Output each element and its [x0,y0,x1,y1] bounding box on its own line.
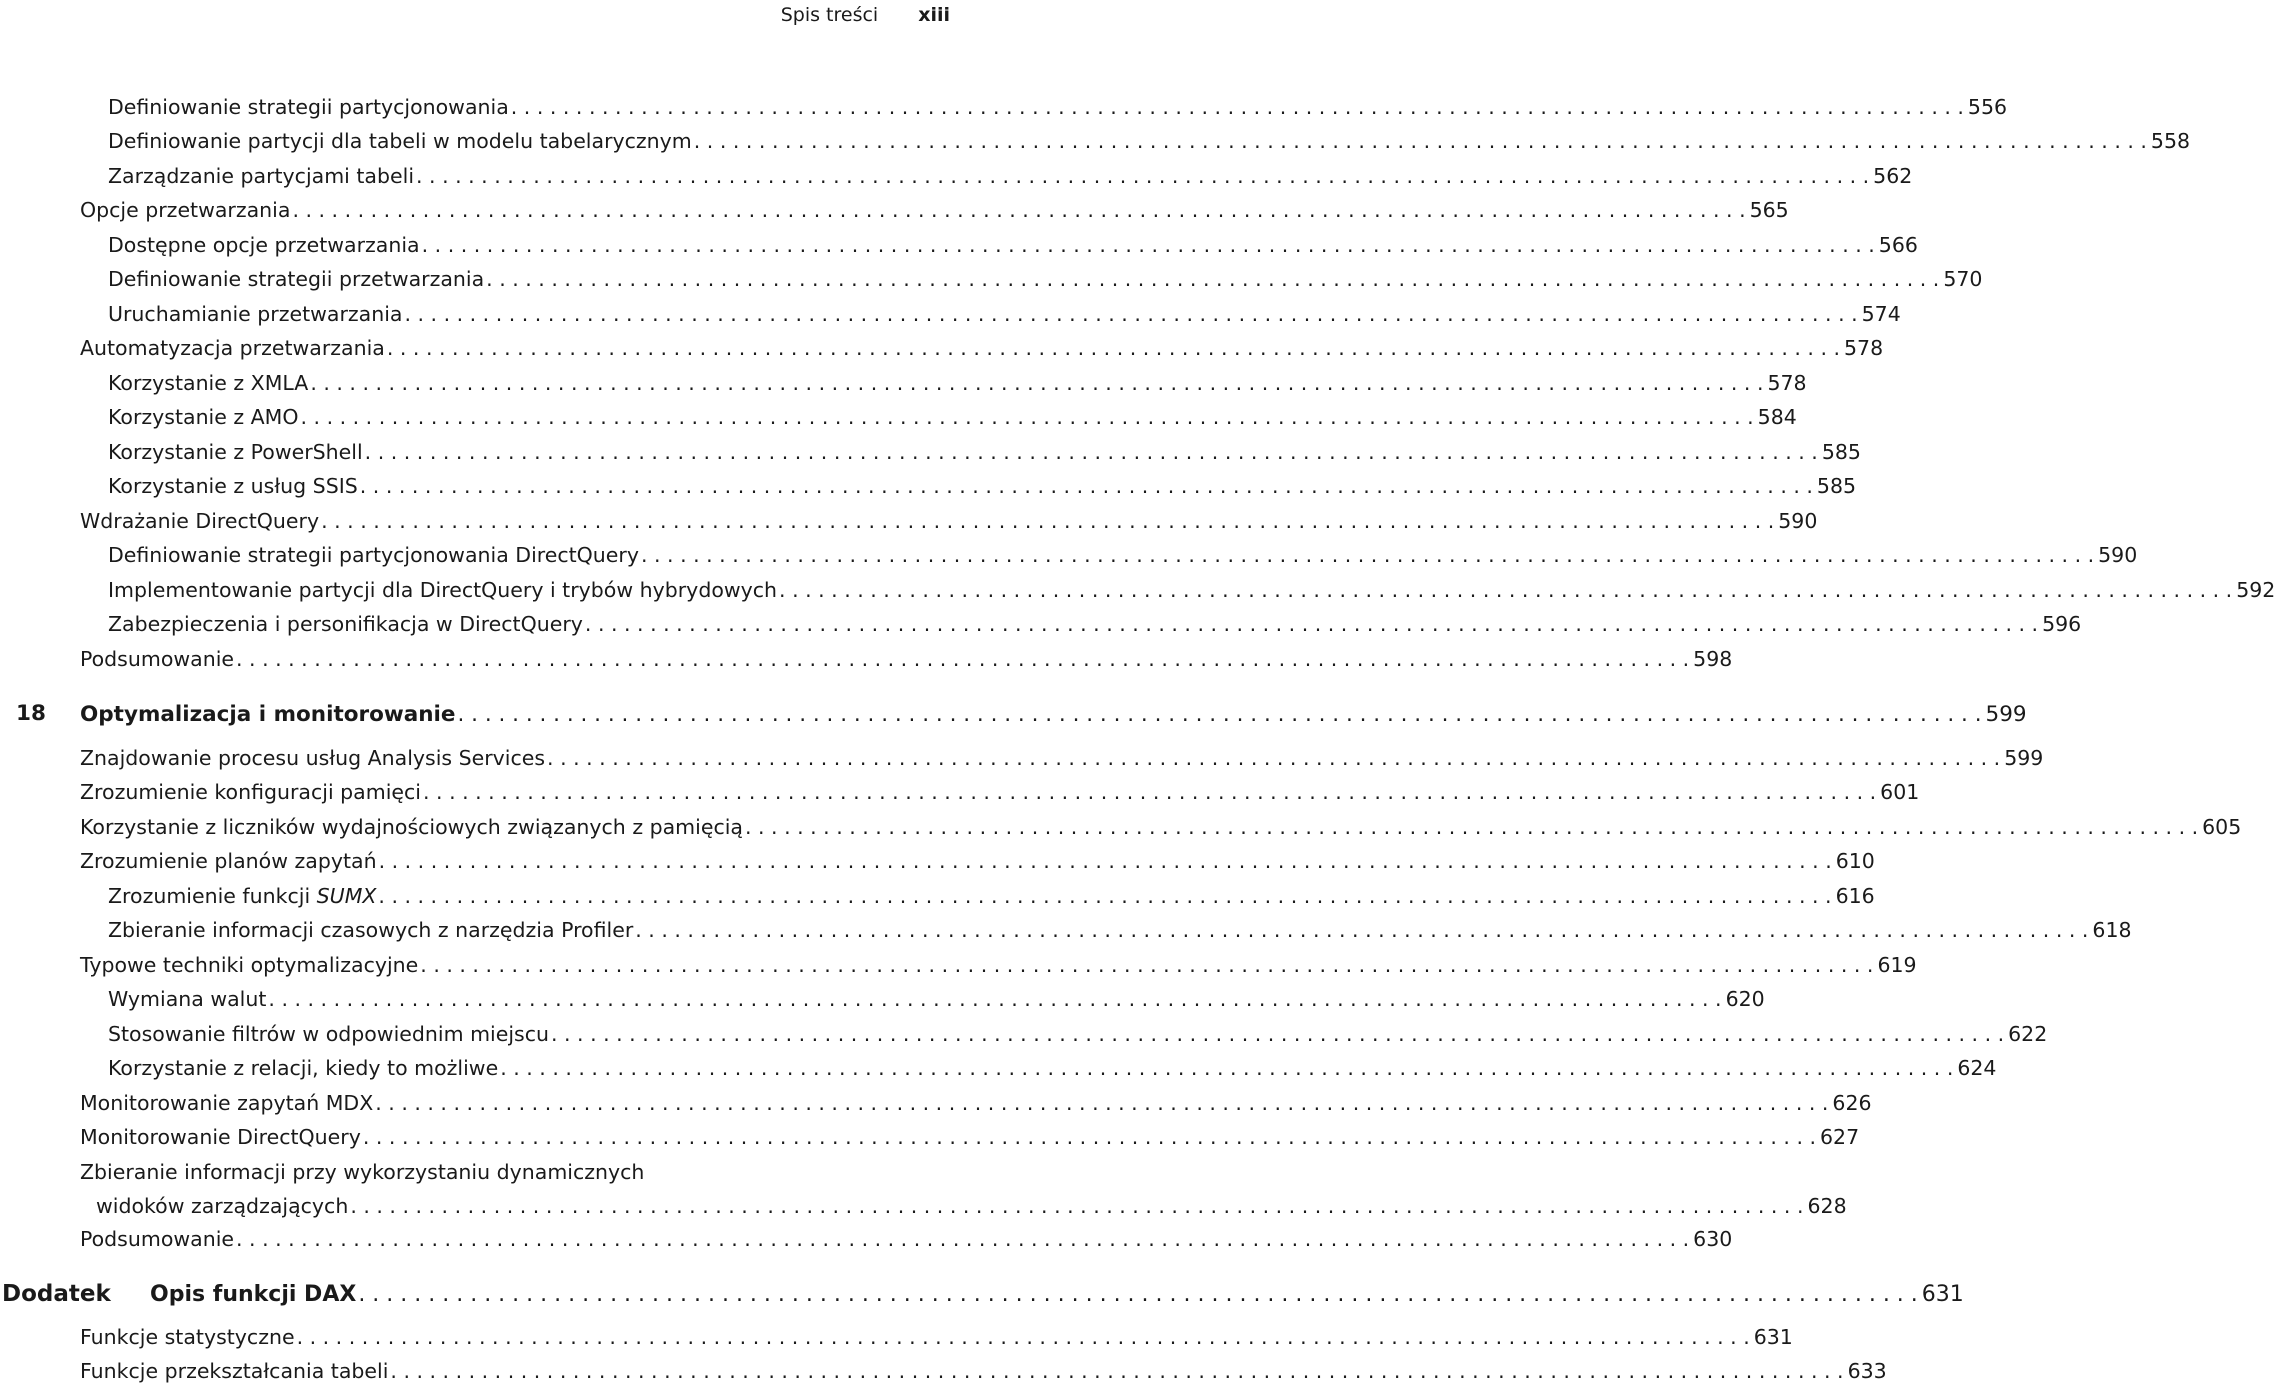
toc-entry-page: 628 [1807,1194,1847,1218]
dot-leader [292,197,1745,223]
chapter-heading[interactable] [80,702,2027,728]
toc-entry[interactable] [108,611,2082,637]
toc-entry-page: 630 [1693,1227,1733,1251]
toc-entry[interactable] [108,266,1983,292]
toc-entry-title: Zabezpieczenia i personifikacja w DirectQuery [108,612,583,636]
toc-entry-title: widoków zarządzających [96,1194,349,1218]
dot-leader [416,163,1869,189]
toc-entry-page: 592 [2236,578,2275,602]
toc-entry-title: Definiowanie strategii partycjonowania DirectQuery [108,543,639,567]
toc-entry-page: 574 [1861,302,1901,326]
toc-entry[interactable] [108,301,1901,327]
appendix-label: Dodatek [2,1281,111,1307]
toc-entry-title: Znajdowanie procesu usług Analysis Services [80,746,546,770]
dot-leader [236,646,1689,672]
toc-entry[interactable] [80,779,1920,805]
toc-entry-title: Funkcje przekształcania tabeli [80,1359,389,1383]
toc-entry-page: 556 [1967,95,2008,119]
toc-entry[interactable] [80,646,1733,672]
dot-leader [375,1090,1828,1116]
toc-entry-title: Korzystanie z usług SSIS [108,474,358,498]
toc-entry-title: Opcje przetwarzania [80,198,291,222]
dot-leader [500,1055,1953,1081]
toc-entry[interactable] [80,1226,1733,1252]
toc-entry-title: Stosowanie filtrów w odpowiednim miejscu [108,1022,549,1046]
dot-leader [420,952,1873,978]
toc-entry[interactable] [80,848,1875,874]
toc-entry-page: 562 [1873,164,1913,188]
toc-entry[interactable] [80,1324,1793,1350]
toc-entry[interactable] [80,335,1884,361]
dot-leader [585,611,2038,637]
toc-entry[interactable] [80,197,1789,223]
dot-leader [363,1124,1816,1150]
toc-entry-title: Wdrażanie DirectQuery [80,509,320,533]
toc-entry-title: Dostępne opcje przetwarzania [108,233,420,257]
toc-entry-page: 610 [1835,849,1875,873]
toc-entry-page: 590 [2098,543,2138,567]
toc-entry-page: 578 [1844,336,1884,360]
toc-entry-title: Implementowanie partycji dla DirectQuery i trybów hybrydowych [108,578,778,602]
toc-entry-page: 627 [1820,1125,1860,1149]
toc-entry-title: Zrozumienie konfiguracji pamięci [80,780,421,804]
toc-entry[interactable] [80,745,2044,771]
chapter-page: 599 [1985,702,2027,727]
dot-leader [236,1226,1689,1252]
toc-entry-page: 558 [2150,129,2191,153]
toc-entry[interactable] [108,917,2132,943]
dot-leader [268,986,1721,1012]
toc-entry-page: 624 [1957,1056,1997,1080]
toc-entry[interactable] [80,508,1818,534]
dot-leader [360,473,1813,499]
toc-entry-line2[interactable] [96,1193,1847,1219]
toc-entry[interactable] [80,1090,1872,1116]
toc-entry[interactable] [108,473,1857,499]
toc-entry[interactable] [108,163,1913,189]
dot-leader [387,335,1840,361]
dot-leader [404,301,1857,327]
toc-entry-title: Zbieranie informacji czasowych z narzędzia Profiler [108,918,634,942]
toc-entry-title: Korzystanie z liczników wydajnościowych związanych z pamięcią [80,815,743,839]
toc-entry-page: 619 [1877,953,1917,977]
toc-entry[interactable] [108,1055,1997,1081]
running-head [781,2,950,28]
toc-entry-page: 601 [1880,780,1920,804]
toc-entry-page: 598 [1693,647,1733,671]
toc-entry[interactable] [108,986,1765,1012]
toc-entry-page: 584 [1757,405,1797,429]
dot-leader [379,848,1832,874]
dot-leader [358,1282,1917,1308]
toc-entry-page: 631 [1753,1325,1793,1349]
toc-entry-page: 599 [2004,746,2044,770]
appendix-page: 631 [1921,1282,1964,1307]
chapter-number: 18 [16,701,46,726]
toc-entry-page: 618 [2092,918,2132,942]
toc-entry[interactable] [108,1021,2048,1047]
toc-entry-page: 596 [2042,612,2082,636]
dot-leader [422,232,1875,258]
toc-entry-page: 633 [1847,1359,1887,1383]
toc-entry-title: Typowe techniki optymalizacyjne [80,953,419,977]
toc-entry-title: Korzystanie z relacji, kiedy to możliwe [108,1056,499,1080]
toc-entry-page: 616 [1835,884,1875,908]
dot-leader [694,128,2147,154]
toc-entry-page: 570 [1943,267,1983,291]
toc-entry-title: Uruchamianie przetwarzania [108,302,403,326]
toc-entry-title [108,883,376,909]
dot-leader [547,745,2000,771]
dot-leader [458,702,1982,728]
dot-leader [511,94,1964,120]
toc-entry-title-prefix: Zrozumienie funkcji [108,884,317,908]
toc-entry[interactable] [80,1358,1887,1384]
toc-entry[interactable] [80,814,2242,840]
dot-leader [745,814,2198,840]
toc-entry-title: Automatyzacja przetwarzania [80,336,385,360]
dot-leader [365,439,1818,465]
toc-entry[interactable] [108,577,2275,603]
toc-entry-page: 590 [1778,509,1818,533]
toc-entry[interactable] [108,370,1807,396]
dot-leader [486,266,1939,292]
dot-leader [310,370,1763,396]
appendix-title: Opis funkcji DAX [150,1282,357,1307]
dot-leader [350,1193,1803,1219]
toc-entry-title: Podsumowanie [80,647,235,671]
dot-leader [635,917,2088,943]
dot-leader [378,883,1831,909]
dot-leader [390,1358,1843,1384]
toc-entry-line1[interactable] [80,1159,886,1185]
appendix-heading[interactable] [150,1282,1964,1308]
toc-entry[interactable] [108,94,2008,120]
toc-entry-title: Korzystanie z XMLA [108,371,309,395]
toc-entry[interactable] [108,128,2191,154]
toc-entry-page: 605 [2202,815,2242,839]
toc-entry-title: Funkcje statystyczne [80,1325,295,1349]
toc-entry-title: Definiowanie partycji dla tabeli w modelu tabelarycznym [108,129,692,153]
toc-entry-title: Monitorowanie DirectQuery [80,1125,361,1149]
toc-entry-page: 626 [1832,1091,1872,1115]
toc-entry[interactable] [108,404,1797,430]
dot-leader [551,1021,2004,1047]
dot-leader [321,508,1774,534]
toc-entry-title: Definiowanie strategii przetwarzania [108,267,485,291]
toc-entry-title: Wymiana walut [108,987,267,1011]
toc-entry[interactable] [108,232,1918,258]
toc-entry-title: Definiowanie strategii partycjonowania [108,95,509,119]
toc-entry-page: 585 [1816,474,1857,498]
toc-entry-title: Podsumowanie [80,1227,235,1251]
toc-entry[interactable] [108,439,1861,465]
toc-entry[interactable] [108,542,2138,568]
toc-entry-title: Monitorowanie zapytań MDX [80,1091,374,1115]
toc-entry-title: Zbieranie informacji przy wykorzystaniu dynamicznych [80,1160,645,1184]
running-head-section: Spis treści [780,4,879,26]
toc-entry-title: Korzystanie z PowerShell [108,440,363,464]
toc-entry-title: Korzystanie z AMO [108,405,299,429]
dot-leader [641,542,2094,568]
toc-entry-page: 578 [1767,371,1807,395]
chapter-title: Optymalizacja i monitorowanie [80,702,456,727]
toc-entry-page: 565 [1749,198,1789,222]
toc-entry-page: 622 [2008,1022,2048,1046]
running-head-page-number: xiii [918,4,950,26]
dot-leader [779,577,2232,603]
dot-leader [423,779,1876,805]
toc-entry[interactable] [80,1124,1860,1150]
toc-entry-title: Zrozumienie planów zapytań [80,849,377,873]
toc-entry-page: 585 [1821,440,1861,464]
toc-entry-title-italic: SUMX [316,884,377,908]
toc-entry[interactable] [80,952,1917,978]
dot-leader [297,1324,1750,1350]
toc-entry-page: 620 [1725,987,1765,1011]
toc-entry-page: 566 [1878,233,1918,257]
toc-entry[interactable] [108,883,1875,909]
toc-entry-title: Zarządzanie partycjami tabeli [108,164,415,188]
dot-leader [301,404,1754,430]
